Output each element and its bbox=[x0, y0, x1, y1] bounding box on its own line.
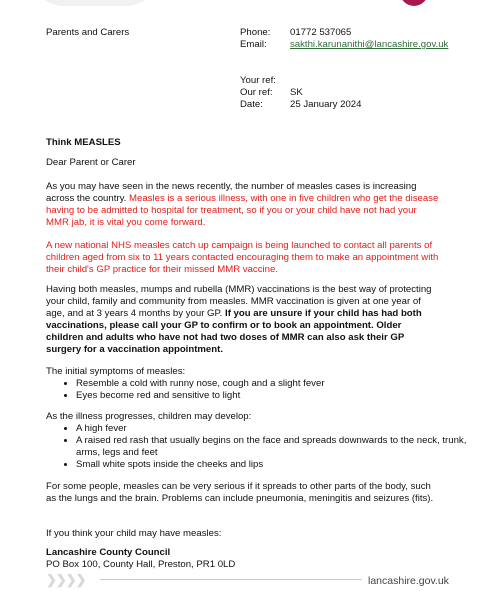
progress-list bbox=[46, 423, 471, 471]
list-item: • Small white spots inside the cheeks and lips bbox=[76, 459, 471, 471]
your-ref-label: Your ref: bbox=[240, 75, 276, 86]
organisation-name: Lancashire County Council bbox=[46, 547, 171, 558]
paragraph-campaign: A new national NHS measles catch up campaign is being launched to contact all parents of children aged from six to 11 years contacted encouraging them to make an appointment with their child's GP practice for their missed MMR vaccine. bbox=[46, 240, 439, 275]
department-name: Parents and Carers bbox=[46, 27, 130, 38]
footer-divider bbox=[100, 579, 362, 580]
paragraph-news-text: As you may have seen in the news recently, the number of measles cases is increasing across the country. bbox=[46, 181, 417, 204]
progress-intro: As the illness progresses, children may develop: bbox=[46, 411, 252, 422]
paragraph-vaccination-text: Having both measles, mumps and rubella (MMR) vaccinations is the best way of protecting your child, family and community from measles. MMR vaccination is given at one year of age, and at 3 years 4 months by your GP. bbox=[46, 284, 432, 319]
phone-label: Phone: bbox=[240, 27, 271, 38]
footer-chevrons-icon: ❯❯❯❯ bbox=[46, 572, 86, 587]
paragraph-vaccination bbox=[46, 284, 441, 356]
symptoms-list bbox=[46, 378, 471, 402]
contact-details bbox=[240, 27, 448, 51]
list-item: • Resemble a cold with runny nose, cough and a slight fever bbox=[76, 378, 471, 390]
email-link[interactable]: sakthi.karunanithi@lancashire.gov.uk bbox=[290, 39, 449, 50]
email-label: Email: bbox=[240, 39, 267, 50]
list-item: • A raised red rash that usually begins on the face and spreads downwards to the neck, trunk, arms, legs and feet bbox=[76, 435, 471, 459]
salutation: Dear Parent or Carer bbox=[46, 157, 136, 168]
paragraph-news bbox=[46, 181, 441, 229]
paragraph-news-warning: Measles is a serious illness, with one in five children who get the disease having to be admitted to hospital for treatment, so if you or your child have not had your MMR jab, it is vital you come forward. bbox=[46, 193, 439, 228]
reference-details bbox=[240, 75, 361, 111]
header-decoration bbox=[30, 0, 160, 6]
phone-number: 01772 537065 bbox=[290, 27, 352, 38]
list-item: • Eyes become red and sensitive to light bbox=[76, 390, 471, 402]
date-label: Date: bbox=[240, 99, 263, 110]
symptoms-intro: The initial symptoms of measles: bbox=[46, 366, 186, 377]
council-logo-mark bbox=[400, 0, 428, 6]
paragraph-vaccination-advice: If you are unsure if your child has had both vaccinations, please call your GP to confirm or to book an appointment. Older children and adults who have not had two doses of MMR can also ask their GP surgery for a vaccination appointment. bbox=[46, 308, 422, 355]
organisation-address: PO Box 100, County Hall, Preston, PR1 0LD bbox=[46, 559, 236, 570]
footer-website[interactable]: lancashire.gov.uk bbox=[368, 575, 449, 587]
our-ref-value: SK bbox=[290, 87, 303, 98]
letter-title: Think MEASLES bbox=[46, 137, 121, 148]
paragraph-complications: For some people, measles can be very serious if it spreads to other parts of the body, such as the lungs and the brain. Problems can include pneumonia, meningitis and seizures (fits). bbox=[46, 481, 434, 504]
letter-date: 25 January 2024 bbox=[290, 99, 362, 110]
list-item: • A high fever bbox=[76, 423, 471, 435]
our-ref-label: Our ref: bbox=[240, 87, 273, 98]
paragraph-contact: If you think your child may have measles: bbox=[46, 528, 222, 539]
